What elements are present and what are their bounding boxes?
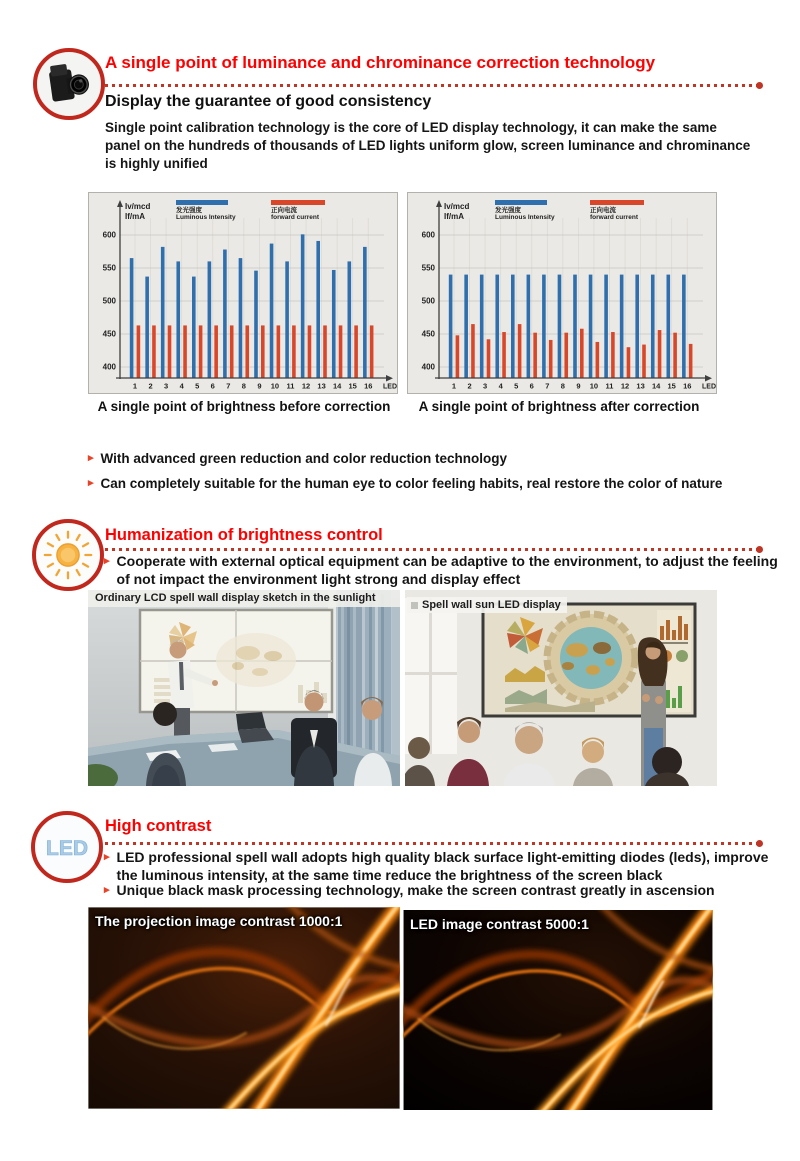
section1-divider: [105, 84, 760, 87]
svg-text:11: 11: [605, 381, 614, 391]
svg-text:500: 500: [102, 296, 116, 306]
svg-text:600: 600: [421, 230, 435, 240]
chart-after-correction: [407, 192, 717, 394]
section1-body: Single point calibration technology is the core of LED display technology, it can make the same panel on the hundreds of thousands of LED lights uniform glow, screen luminance and chrominance is highly unified: [105, 120, 751, 171]
svg-text:14: 14: [651, 381, 661, 391]
svg-text:6: 6: [529, 381, 534, 391]
svg-text:LED: LED: [383, 383, 397, 391]
camera-icon: [33, 48, 105, 120]
section1-bullet-2: [88, 475, 794, 492]
gray-square-bullet: [411, 602, 418, 609]
svg-text:9: 9: [576, 381, 581, 391]
led-icon-text: LED: [46, 837, 88, 860]
bullet-arrow-icon: ▸: [104, 555, 110, 567]
svg-text:600: 600: [102, 230, 116, 240]
photo-lcd-sunlight: [88, 590, 400, 786]
svg-text:1: 1: [132, 381, 138, 391]
section3-bullet-2: [104, 882, 788, 900]
svg-text:发光强度: 发光强度: [176, 207, 202, 214]
svg-text:If/mA: If/mA: [444, 212, 464, 221]
section2-bullet: [104, 553, 780, 589]
svg-text:If/mA: If/mA: [125, 212, 145, 221]
bullet-arrow-icon: ▸: [104, 851, 110, 863]
image-projection-contrast: [88, 907, 400, 1109]
bullet-arrow-icon: ▸: [104, 884, 110, 896]
svg-text:10: 10: [589, 381, 599, 391]
svg-text:1: 1: [451, 381, 457, 391]
caption-before: A single point of brightness before correction: [97, 399, 391, 414]
svg-text:15: 15: [348, 381, 357, 391]
section1-subtitle: Display the guarantee of good consistency: [105, 93, 432, 110]
sun-icon: [32, 519, 104, 591]
svg-text:11: 11: [286, 381, 295, 391]
bullet-text: Cooperate with external optical equipment can be adaptive to the environment, to adjust the feeling of not impact the environment light strong and display effect: [116, 553, 778, 587]
svg-text:7: 7: [226, 381, 231, 391]
svg-text:2: 2: [148, 381, 153, 391]
section1-bullet-1: [88, 450, 788, 467]
sun-icon-graphic: [39, 526, 97, 584]
svg-text:500: 500: [421, 296, 435, 306]
bullet-text: Unique black mask processing technology, make the screen contrast greatly in ascension: [116, 882, 715, 898]
svg-text:forward current: forward current: [271, 214, 320, 221]
bullet-text: With advanced green reduction and color reduction technology: [100, 451, 507, 466]
section1-title: A single point of luminance and chrominance correction technology: [105, 53, 656, 72]
svg-text:450: 450: [102, 329, 116, 339]
svg-text:4: 4: [179, 381, 184, 391]
svg-text:8: 8: [241, 381, 246, 391]
photo-led-display: [405, 590, 717, 786]
svg-text:13: 13: [636, 381, 645, 391]
section3-bullet-1: [104, 849, 788, 885]
svg-text:16: 16: [683, 381, 692, 391]
svg-text:正向电流: 正向电流: [590, 207, 616, 214]
svg-text:forward current: forward current: [590, 214, 639, 221]
svg-text:9: 9: [257, 381, 262, 391]
chart-before-correction: [88, 192, 398, 394]
svg-text:Iv/mcd: Iv/mcd: [125, 202, 151, 211]
svg-text:15: 15: [667, 381, 676, 391]
svg-text:Iv/mcd: Iv/mcd: [444, 202, 470, 211]
svg-text:550: 550: [421, 263, 435, 273]
svg-text:Luminous Intensity: Luminous Intensity: [495, 214, 555, 221]
svg-text:5: 5: [195, 381, 200, 391]
svg-text:12: 12: [301, 381, 311, 391]
photo-lcd-label: Ordinary LCD spell wall display sketch in the sunlight: [88, 590, 400, 607]
svg-text:400: 400: [421, 362, 435, 372]
caption-after: A single point of brightness after correction: [418, 399, 700, 414]
bullet-arrow-icon: ▸: [88, 477, 94, 489]
svg-text:发光强度: 发光强度: [495, 207, 521, 214]
bullet-arrow-icon: ▸: [88, 452, 94, 464]
svg-text:5: 5: [514, 381, 519, 391]
led-icon-graphic: [37, 817, 97, 877]
projection-contrast-label: The projection image contrast 1000:1: [95, 913, 343, 929]
section2-divider: [105, 548, 760, 551]
svg-text:3: 3: [483, 381, 488, 391]
svg-text:400: 400: [102, 362, 116, 372]
led-icon: [31, 811, 103, 883]
svg-text:4: 4: [498, 381, 503, 391]
svg-text:8: 8: [560, 381, 565, 391]
svg-text:2: 2: [467, 381, 472, 391]
bullet-text: Can completely suitable for the human eye to color feeling habits, real restore the color of nature: [100, 476, 723, 491]
svg-text:13: 13: [317, 381, 326, 391]
photo-led-label: Spell wall sun LED display: [422, 599, 561, 611]
svg-text:LED: LED: [702, 383, 716, 391]
svg-text:正向电流: 正向电流: [271, 207, 297, 214]
svg-text:450: 450: [421, 329, 435, 339]
section3-title: High contrast: [105, 817, 212, 835]
svg-text:7: 7: [545, 381, 550, 391]
section3-divider: [105, 842, 760, 845]
image-led-contrast: [403, 910, 713, 1110]
svg-text:Luminous Intensity: Luminous Intensity: [176, 214, 236, 221]
svg-text:16: 16: [364, 381, 373, 391]
svg-text:3: 3: [164, 381, 169, 391]
camera-icon-graphic: [40, 55, 98, 113]
photo-led-label-wrap: [407, 597, 567, 613]
svg-text:550: 550: [102, 263, 116, 273]
led-contrast-label: LED image contrast 5000:1: [410, 916, 589, 932]
bullet-text: LED professional spell wall adopts high quality black surface light-emitting diodes (leds), improve the luminous intensity, at the same time reduce the brightness of the screen black: [116, 849, 769, 883]
svg-text:12: 12: [620, 381, 630, 391]
svg-text:14: 14: [332, 381, 342, 391]
svg-text:6: 6: [210, 381, 215, 391]
svg-text:10: 10: [270, 381, 280, 391]
section2-title: Humanization of brightness control: [105, 526, 383, 544]
